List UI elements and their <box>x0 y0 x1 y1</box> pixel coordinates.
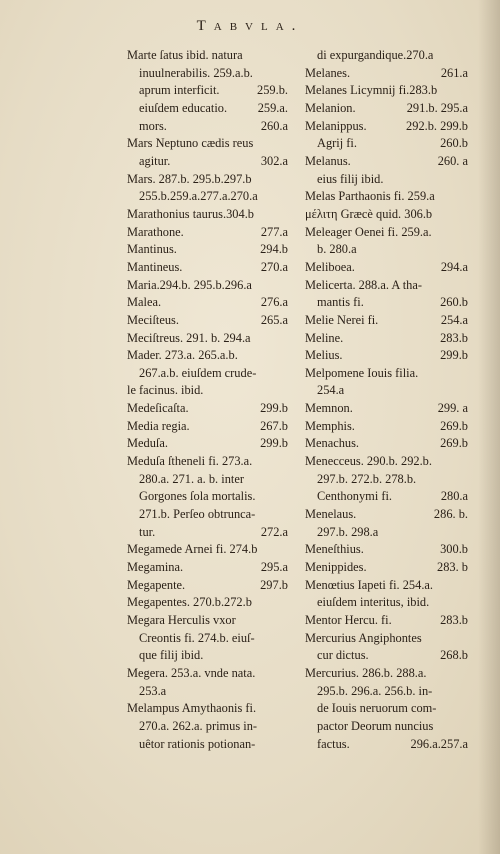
index-entry <box>127 277 288 295</box>
index-entry <box>127 612 288 630</box>
index-entry <box>127 171 288 189</box>
entry-text: 271.b. Perſeo obtrunca- <box>139 507 256 522</box>
entry-text: Meduſa. <box>127 436 168 451</box>
entry-page-ref: 260.b <box>440 136 468 151</box>
index-entry <box>127 683 288 701</box>
index-entry <box>305 171 468 189</box>
index-entry <box>127 577 288 595</box>
entry-text: Menachus. <box>305 436 360 451</box>
index-entry <box>305 330 468 348</box>
entry-text: 254.a <box>317 383 345 398</box>
index-entry <box>305 665 468 683</box>
index-entry <box>305 488 468 506</box>
index-entry <box>305 188 468 206</box>
entry-page-ref: 295.a <box>260 560 288 575</box>
index-entry <box>305 736 468 754</box>
entry-text: Meliboea. <box>305 259 355 274</box>
entry-text: Media regia. <box>127 418 190 433</box>
index-entry <box>127 506 288 524</box>
index-entry <box>305 365 468 383</box>
entry-page-ref: 283.b <box>440 613 468 627</box>
entry-page-ref: 276.a <box>260 295 288 310</box>
entry-text: agitur. <box>139 153 171 168</box>
index-entry <box>127 206 288 224</box>
index-entry <box>127 418 288 436</box>
entry-text: Melanus. <box>305 153 351 168</box>
index-entry <box>127 188 288 206</box>
entry-text: Mars Neptuno cædis reus <box>127 136 254 151</box>
entry-text: Melanion. <box>305 100 356 115</box>
entry-page-ref: 265.a <box>260 312 288 327</box>
entry-text: Malea. <box>127 295 162 310</box>
entry-text: Menippides. <box>305 560 367 575</box>
index-entry <box>127 647 288 665</box>
index-entry <box>127 453 288 471</box>
index-entry <box>305 683 468 701</box>
index-entry <box>127 435 288 453</box>
entry-text: Melicerta. 288.a. A tha- <box>305 277 422 292</box>
entry-text: Marathonius taurus.304.b <box>127 206 254 221</box>
entry-text: Megapentes. 270.b.272.b <box>127 595 252 610</box>
index-entry <box>305 118 468 136</box>
entry-text: 295.b. 296.a. 256.b. in- <box>317 683 433 698</box>
entry-text: mantis fi. <box>317 295 364 310</box>
entry-text: Megamina. <box>127 560 184 575</box>
index-entry <box>305 577 468 595</box>
index-entry <box>305 418 468 436</box>
index-entry <box>127 135 288 153</box>
index-entry <box>305 594 468 612</box>
entry-text: aprum interficit. <box>139 83 220 98</box>
index-entry <box>127 718 288 736</box>
entry-text: 297.b. 272.b. 278.b. <box>317 471 417 486</box>
index-entry <box>305 224 468 242</box>
entry-page-ref: 292.b. 299.b <box>406 118 468 133</box>
entry-page-ref: 267.b <box>260 418 288 433</box>
entry-text: Marathone. <box>127 224 184 239</box>
entry-page-ref: 300.b <box>440 542 468 557</box>
index-entry <box>305 612 468 630</box>
index-entry <box>127 382 288 400</box>
entry-text: Meleager Oenei fi. 259.a. <box>305 224 432 239</box>
index-entry <box>127 82 288 100</box>
index-entry <box>305 647 468 665</box>
entry-page-ref: 269.b <box>440 436 468 451</box>
entry-text: Melampus Amythaonis fi. <box>127 701 257 716</box>
entry-text: le facinus. ibid. <box>127 383 204 398</box>
entry-page-ref: 268.b <box>440 648 468 663</box>
entry-page-ref: 299.b <box>440 348 468 363</box>
index-entry <box>127 559 288 577</box>
entry-page-ref: 299. a <box>437 401 468 416</box>
entry-text: Agrij fi. <box>317 136 357 151</box>
entry-page-ref: 280.a <box>440 489 468 504</box>
entry-text: di expurgandique.270.a <box>317 48 434 62</box>
entry-text: Meduſa ſtheneli fi. 273.a. <box>127 454 253 469</box>
index-entry <box>305 82 468 100</box>
index-entry <box>127 365 288 383</box>
index-entry <box>127 541 288 559</box>
entry-page-ref: 254.a <box>440 312 468 327</box>
index-entry <box>127 594 288 612</box>
entry-page-ref: 260.b <box>440 295 468 310</box>
index-entry <box>305 347 468 365</box>
entry-text: Memnon. <box>305 401 353 416</box>
index-entry <box>127 400 288 418</box>
entry-text: Megara Herculis vxor <box>127 613 236 627</box>
entry-text: 253.a <box>139 683 167 698</box>
index-entry <box>305 135 468 153</box>
entry-text: Megera. 253.a. vnde nata. <box>127 665 256 680</box>
entry-text: Creontis fi. 274.b. eiuſ- <box>139 630 255 645</box>
entry-page-ref: 270.a <box>260 259 288 274</box>
entry-text: Menecceus. 290.b. 292.b. <box>305 454 432 469</box>
index-entry <box>127 294 288 312</box>
entry-text: μέλιτη Græcè quid. 306.b <box>305 206 433 221</box>
entry-page-ref: 259.a. <box>257 100 288 115</box>
entry-text: pactor Deorum nuncius <box>317 718 434 733</box>
entry-page-ref: 277.a <box>260 224 288 239</box>
index-entry <box>127 118 288 136</box>
entry-page-ref: 261.a <box>440 65 468 80</box>
index-entry <box>305 700 468 718</box>
entry-text: Melanippus. <box>305 118 367 133</box>
entry-text: Centhonymi fi. <box>317 489 393 504</box>
entry-text: Melius. <box>305 348 343 363</box>
entry-text: Mantinus. <box>127 242 177 257</box>
index-entry <box>127 630 288 648</box>
entry-text: cur dictus. <box>317 648 369 663</box>
index-entry <box>127 736 288 754</box>
entry-text: Menelaus. <box>305 507 357 522</box>
entry-text: Melie Nerei fi. <box>305 312 379 327</box>
entry-text: Memphis. <box>305 418 355 433</box>
entry-text: Melanes Licymnij fi.283.b <box>305 83 438 98</box>
entry-page-ref: 286. b. <box>433 507 468 522</box>
index-entry <box>305 206 468 224</box>
index-entry <box>305 559 468 577</box>
entry-text: 270.a. 262.a. primus in- <box>139 718 258 733</box>
index-entry <box>305 153 468 171</box>
index-entry <box>305 718 468 736</box>
entry-page-ref: 272.a <box>260 524 288 539</box>
entry-page-ref: 260.a <box>260 118 288 133</box>
index-entry <box>127 312 288 330</box>
entry-text: Mercurius Angiphontes <box>305 630 422 645</box>
entry-page-ref: 291.b. 295.a <box>406 100 468 115</box>
entry-text: Melanes. <box>305 65 351 80</box>
entry-text: inuulnerabilis. 259.a.b. <box>139 65 253 80</box>
index-entry <box>305 312 468 330</box>
entry-text: Medeſicaſta. <box>127 401 189 416</box>
index-entry <box>127 471 288 489</box>
index-column-right <box>305 47 468 753</box>
page-title: Tabvla. <box>196 18 304 34</box>
entry-text: mors. <box>139 118 167 133</box>
entry-text: Marte ſatus ibid. natura <box>127 48 243 62</box>
entry-text: Mars. 287.b. 295.b.297.b <box>127 171 252 186</box>
entry-text: Mercurius. 286.b. 288.a. <box>305 665 427 680</box>
entry-text: Megamede Arnei fi. 274.b <box>127 542 258 557</box>
entry-text: Mantineus. <box>127 259 183 274</box>
index-entry <box>305 471 468 489</box>
index-entry <box>127 665 288 683</box>
index-entry <box>127 700 288 718</box>
index-entry <box>127 47 288 65</box>
entry-text: eius filij ibid. <box>317 171 384 186</box>
entry-text: tur. <box>139 524 156 539</box>
entry-text: de Iouis neruorum com- <box>317 701 437 716</box>
entry-text: 267.a.b. eiuſdem crude- <box>139 365 257 380</box>
index-entry <box>305 100 468 118</box>
entry-text: Gorgones ſola mortalis. <box>139 489 256 504</box>
entry-text: 255.b.259.a.277.a.270.a <box>139 189 258 204</box>
entry-text: eiuſdem interitus, ibid. <box>317 595 430 610</box>
index-entry <box>305 453 468 471</box>
index-entry <box>305 65 468 83</box>
index-entry <box>305 241 468 259</box>
index-entry <box>305 47 468 65</box>
index-entry <box>127 524 288 542</box>
entry-text: 297.b. 298.a <box>317 524 379 539</box>
index-entry <box>127 65 288 83</box>
index-entry <box>127 224 288 242</box>
entry-text: Melas Parthaonis fi. 259.a <box>305 189 435 204</box>
index-entry <box>305 435 468 453</box>
entry-text: b. 280.a <box>317 242 357 257</box>
entry-text: factus. <box>317 736 350 751</box>
entry-text: eiuſdem educatio. <box>139 100 228 115</box>
entry-page-ref: 259.b. <box>257 83 288 98</box>
index-entry <box>305 277 468 295</box>
entry-text: Melpomene Iouis filia. <box>305 365 419 380</box>
entry-page-ref: 269.b <box>440 418 468 433</box>
index-entry <box>127 100 288 118</box>
index-entry <box>305 400 468 418</box>
index-entry <box>305 524 468 542</box>
entry-page-ref: 283. b <box>437 560 468 575</box>
index-entry <box>305 506 468 524</box>
index-entry <box>127 153 288 171</box>
entry-page-ref: 294.b <box>260 242 288 257</box>
index-entry <box>127 241 288 259</box>
entry-page-ref: 297.b <box>260 577 288 592</box>
entry-page-ref: 260. a <box>437 153 468 168</box>
index-column-left <box>127 47 288 753</box>
index-entry <box>127 488 288 506</box>
page-edge-shadow <box>478 0 500 854</box>
entry-text: Meciſtreus. 291. b. 294.a <box>127 330 251 345</box>
entry-text: que filij ibid. <box>139 648 204 663</box>
entry-text: Meciſteus. <box>127 312 179 327</box>
entry-page-ref: 283.b <box>440 330 468 345</box>
index-entry <box>127 347 288 365</box>
index-entry <box>127 259 288 277</box>
entry-text: uêtor rationis potionan- <box>139 736 256 751</box>
entry-text: Maria.294.b. 295.b.296.a <box>127 277 252 292</box>
index-entry <box>305 259 468 277</box>
entry-text: Mader. 273.a. 265.a.b. <box>127 348 238 363</box>
entry-page-ref: 299.b <box>260 401 288 416</box>
entry-page-ref: 299.b <box>260 436 288 451</box>
index-entry <box>305 382 468 400</box>
index-entry <box>305 630 468 648</box>
index-entry <box>305 541 468 559</box>
index-entry <box>127 330 288 348</box>
entry-text: Megapente. <box>127 577 186 592</box>
entry-page-ref: 296.a.257.a <box>410 736 468 751</box>
entry-text: Meneſthius. <box>305 542 364 557</box>
entry-text: 280.a. 271. a. b. inter <box>139 471 244 486</box>
entry-text: Menœtius Iapeti fi. 254.a. <box>305 577 434 592</box>
entry-text: Meline. <box>305 330 344 345</box>
index-entry <box>305 294 468 312</box>
entry-page-ref: 294.a <box>440 259 468 274</box>
entry-text: Mentor Hercu. fi. <box>305 613 392 627</box>
entry-page-ref: 302.a <box>260 153 288 168</box>
